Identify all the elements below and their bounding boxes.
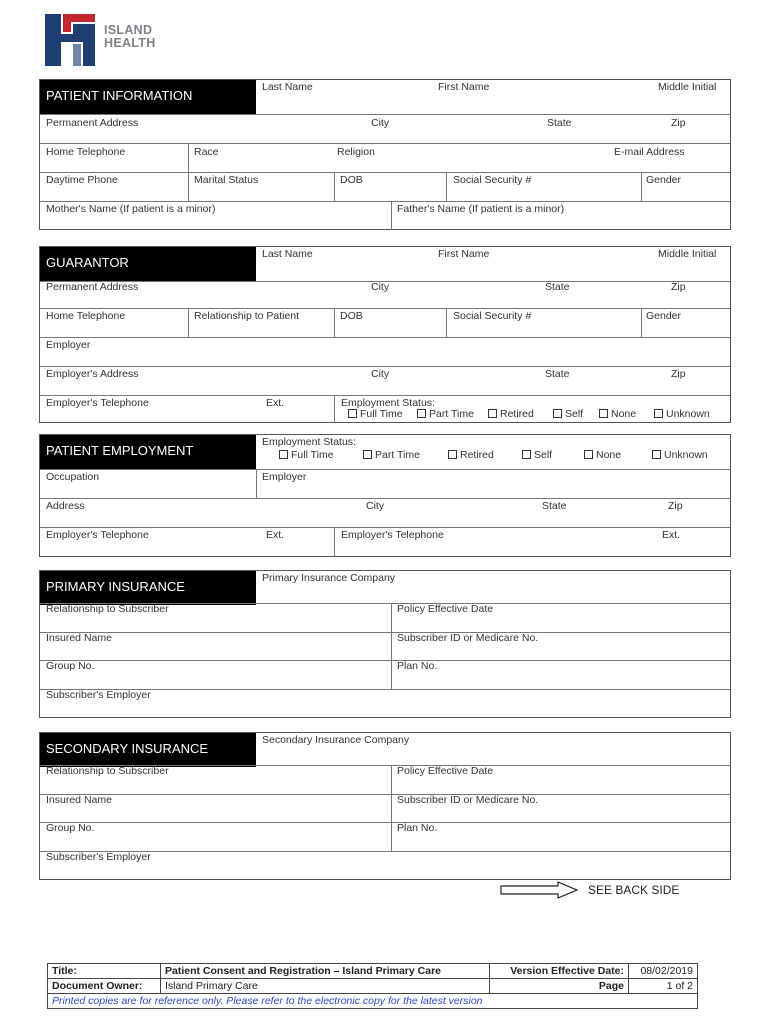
plan-no-field[interactable]: Plan No. — [397, 660, 438, 672]
section-title: PATIENT INFORMATION — [40, 80, 256, 114]
state-field[interactable]: State — [547, 117, 572, 129]
employers-telephone-field[interactable]: Employer's Telephone — [46, 397, 149, 409]
checkbox-icon — [417, 409, 426, 418]
dob-field[interactable]: DOB — [340, 310, 363, 322]
gender-field[interactable]: Gender — [646, 310, 682, 322]
option-label: Part Time — [429, 408, 474, 420]
employers-telephone-2-field[interactable]: Employer's Telephone — [341, 529, 444, 541]
first-name-field[interactable]: First Name — [438, 248, 490, 260]
none-checkbox[interactable] — [599, 408, 636, 420]
document-footer-table — [47, 963, 698, 1009]
logo-line1: ISLAND — [104, 23, 153, 37]
option-label: Part Time — [375, 449, 420, 461]
checkbox-icon — [654, 409, 663, 418]
permanent-address-field[interactable]: Permanent Address — [46, 117, 139, 129]
full-time-checkbox[interactable] — [279, 449, 334, 461]
employment-status-label: Employment Status: — [262, 436, 356, 448]
ext-2-field[interactable]: Ext. — [662, 529, 681, 541]
option-label: Self — [565, 408, 584, 420]
unknown-checkbox[interactable] — [652, 449, 708, 461]
option-label: Full Time — [291, 449, 334, 461]
mothers-name-field[interactable]: Mother's Name (If patient is a minor) — [46, 203, 216, 215]
occupation-field[interactable]: Occupation — [46, 471, 100, 483]
relationship-field[interactable]: Relationship to Patient — [194, 310, 300, 322]
option-label: None — [611, 408, 637, 420]
relationship-field[interactable]: Relationship to Subscriber — [46, 765, 169, 777]
insured-name-field[interactable]: Insured Name — [46, 794, 112, 806]
option-label: Retired — [460, 449, 494, 461]
fathers-name-field[interactable]: Father's Name (If patient is a minor) — [397, 203, 565, 215]
logo-line2: HEALTH — [104, 36, 156, 50]
checkbox-icon — [279, 450, 288, 459]
logo-wordmark — [104, 24, 156, 50]
option-label: Self — [534, 449, 553, 461]
dob-field[interactable]: DOB — [340, 174, 363, 186]
employment-status-label: Employment Status: — [341, 397, 435, 409]
owner-label: Document Owner: — [48, 979, 161, 994]
employers-telephone-field[interactable]: Employer's Telephone — [46, 529, 149, 541]
ext-field[interactable]: Ext. — [266, 397, 285, 409]
self-checkbox[interactable] — [522, 449, 552, 461]
ssn-field[interactable]: Social Security # — [453, 174, 532, 186]
guarantor-section — [39, 246, 731, 423]
retired-checkbox[interactable] — [448, 449, 494, 461]
unknown-checkbox[interactable] — [654, 408, 710, 420]
home-telephone-field[interactable]: Home Telephone — [46, 146, 126, 158]
first-name-field[interactable]: First Name — [438, 81, 490, 93]
gender-field[interactable]: Gender — [646, 174, 682, 186]
policy-date-field[interactable]: Policy Effective Date — [397, 765, 494, 777]
ext-field[interactable]: Ext. — [266, 529, 285, 541]
section-title: PATIENT EMPLOYMENT — [40, 435, 256, 469]
group-no-field[interactable]: Group No. — [46, 822, 95, 834]
checkbox-icon — [348, 409, 357, 418]
owner-value: Island Primary Care — [161, 979, 490, 994]
employer-field[interactable]: Employer — [46, 339, 91, 351]
checkbox-icon — [522, 450, 531, 459]
religion-field[interactable]: Religion — [337, 146, 375, 158]
ssn-field[interactable]: Social Security # — [453, 310, 532, 322]
zip-field[interactable]: Zip — [671, 117, 686, 129]
insurance-company-field[interactable]: Primary Insurance Company — [262, 572, 396, 584]
city-field[interactable]: City — [371, 368, 390, 380]
last-name-field[interactable]: Last Name — [262, 81, 313, 93]
middle-initial-field[interactable]: Middle Initial — [658, 248, 717, 260]
secondary-insurance-section — [39, 732, 731, 880]
zip-field[interactable]: Zip — [668, 500, 683, 512]
checkbox-icon — [363, 450, 372, 459]
checkbox-icon — [448, 450, 457, 459]
last-name-field[interactable]: Last Name — [262, 248, 313, 260]
state-field[interactable]: State — [542, 500, 567, 512]
plan-no-field[interactable]: Plan No. — [397, 822, 438, 834]
middle-initial-field[interactable]: Middle Initial — [658, 81, 717, 93]
primary-insurance-section — [39, 570, 731, 718]
version-value: 08/02/2019 — [629, 964, 698, 979]
see-back-side-label: SEE BACK SIDE — [588, 883, 680, 897]
insured-name-field[interactable]: Insured Name — [46, 632, 112, 644]
option-label: Retired — [500, 408, 534, 420]
city-field[interactable]: City — [371, 281, 390, 293]
subscriber-id-field[interactable]: Subscriber ID or Medicare No. — [397, 632, 539, 644]
retired-checkbox[interactable] — [488, 408, 534, 420]
race-field[interactable]: Race — [194, 146, 219, 158]
checkbox-icon — [652, 450, 661, 459]
version-label: Version Effective Date: — [490, 964, 629, 979]
title-label: Title: — [48, 964, 161, 979]
subscribers-employer-field[interactable]: Subscriber's Employer — [46, 851, 151, 863]
page-value: 1 of 2 — [629, 979, 698, 994]
section-title: PRIMARY INSURANCE — [40, 571, 256, 605]
relationship-field[interactable]: Relationship to Subscriber — [46, 603, 169, 615]
none-checkbox[interactable] — [584, 449, 621, 461]
self-checkbox[interactable] — [553, 408, 583, 420]
checkbox-icon — [488, 409, 497, 418]
email-field[interactable]: E-mail Address — [614, 146, 685, 158]
section-title: SECONDARY INSURANCE — [40, 733, 256, 767]
option-label: Full Time — [360, 408, 403, 420]
subscriber-id-field[interactable]: Subscriber ID or Medicare No. — [397, 794, 539, 806]
city-field[interactable]: City — [366, 500, 385, 512]
checkbox-icon — [584, 450, 593, 459]
employers-address-field[interactable]: Employer's Address — [46, 368, 139, 380]
patient-employment-section — [39, 434, 731, 557]
checkbox-icon — [599, 409, 608, 418]
page-label: Page — [490, 979, 629, 994]
state-field[interactable]: State — [545, 281, 570, 293]
marital-status-field[interactable]: Marital Status — [194, 174, 259, 186]
employer-field[interactable]: Employer — [262, 471, 307, 483]
subscribers-employer-field[interactable]: Subscriber's Employer — [46, 689, 151, 701]
section-title: GUARANTOR — [40, 247, 256, 281]
zip-field[interactable]: Zip — [671, 368, 686, 380]
option-label: Unknown — [664, 449, 708, 461]
insurance-company-field[interactable]: Secondary Insurance Company — [262, 734, 410, 746]
patient-information-section — [39, 79, 731, 230]
reference-notice: Printed copies are for reference only. Please refer to the electronic copy for the latest version — [48, 994, 698, 1009]
checkbox-icon — [553, 409, 562, 418]
home-telephone-field[interactable]: Home Telephone — [46, 310, 126, 322]
option-label: Unknown — [666, 408, 710, 420]
daytime-phone-field[interactable]: Daytime Phone — [46, 174, 118, 186]
address-field[interactable]: Address — [46, 500, 85, 512]
arrow-right-icon — [500, 881, 580, 899]
city-field[interactable]: City — [371, 117, 390, 129]
option-label: None — [596, 449, 622, 461]
zip-field[interactable]: Zip — [671, 281, 686, 293]
full-time-checkbox[interactable] — [348, 408, 403, 420]
permanent-address-field[interactable]: Permanent Address — [46, 281, 139, 293]
title-value: Patient Consent and Registration – Island Primary Care — [161, 964, 490, 979]
part-time-checkbox[interactable] — [417, 408, 474, 420]
state-field[interactable]: State — [545, 368, 570, 380]
policy-date-field[interactable]: Policy Effective Date — [397, 603, 494, 615]
group-no-field[interactable]: Group No. — [46, 660, 95, 672]
part-time-checkbox[interactable] — [363, 449, 420, 461]
